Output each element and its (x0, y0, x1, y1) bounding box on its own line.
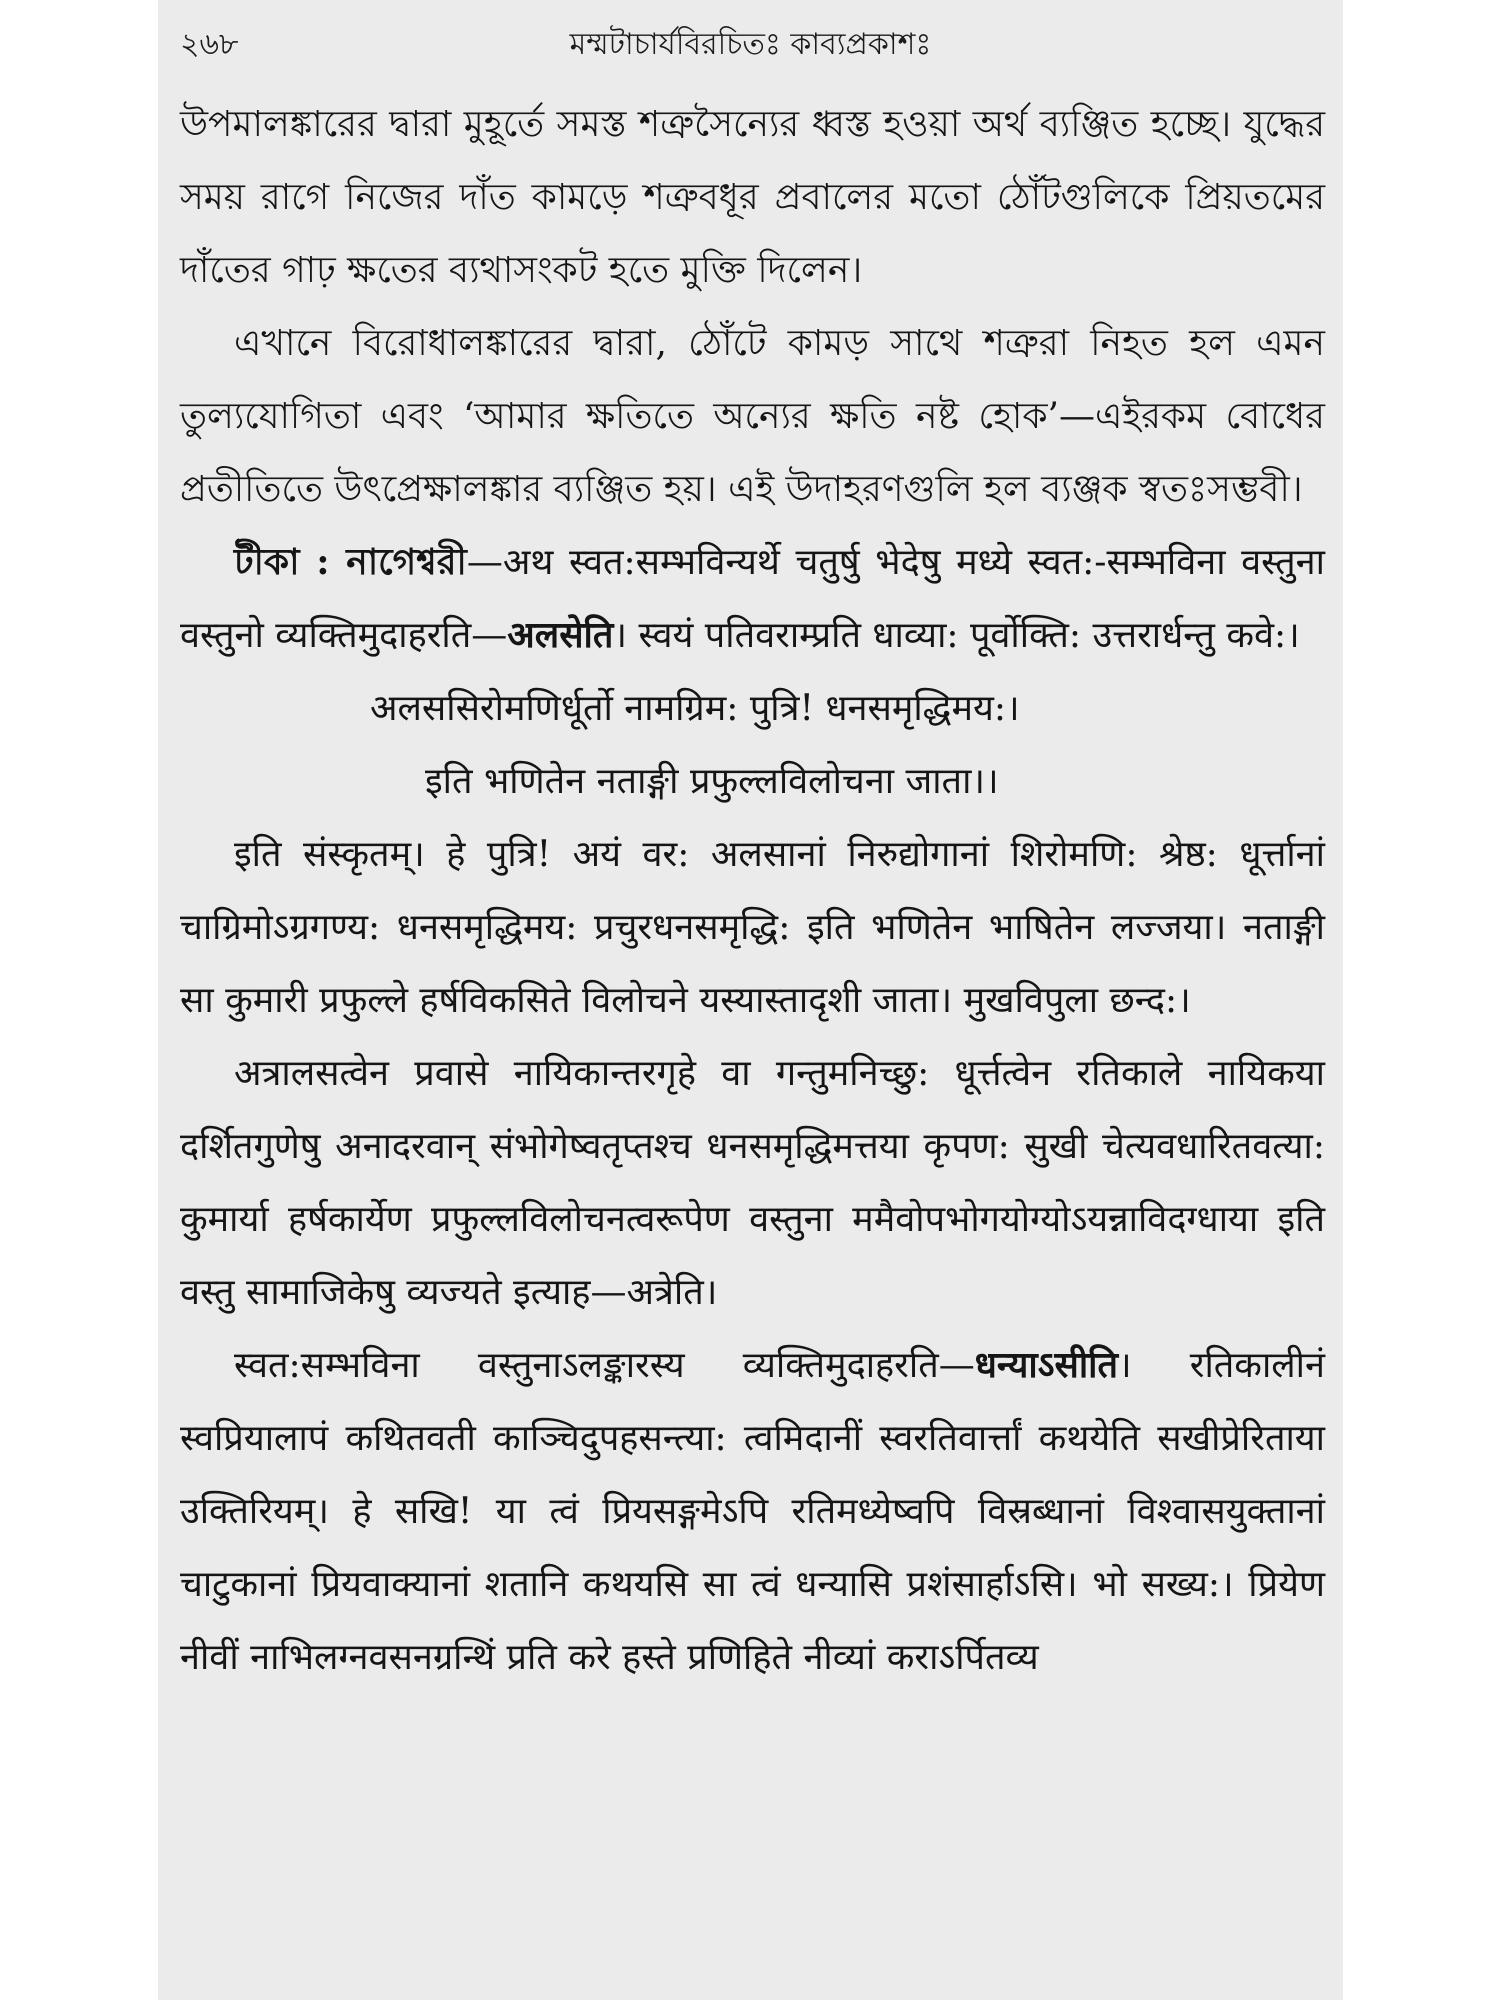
text-run: इति भणितेन नताङ्गी प्रफुल्लविलोचना जाता।। (425, 761, 999, 802)
verse-line-2 (180, 745, 1325, 818)
page-number: ২৬৮ (180, 27, 239, 62)
keyword: धन्याऽसीति (974, 1344, 1118, 1386)
running-title: মম্মটাচার্যবিরচিতঃ কাব্যপ্রকাশঃ (569, 27, 932, 62)
page-header (158, 0, 1343, 75)
paragraph-bengali-1 (180, 88, 1325, 307)
paragraph-bengali-2 (180, 307, 1325, 526)
keyword: अलसेति (507, 614, 614, 656)
paragraph-sanskrit-3 (180, 1329, 1325, 1694)
body-text (180, 88, 1325, 1694)
text-run: इति संस्कृतम्। हे पुत्रि! अयं वर: अलसानां निरुद्योगानां शिरोमणि: श्रेष्ठ: धूर्त्तानां चाग्रिमोऽग्रगण्य: धनसमृद्धिमय: प्रचुरधनसमृद्धि: इति भणितेन भाषितेन लज्जया। नताङ्गी सा कुमारी प्रफुल्ले हर्षविकसिते विलोचने यस्यास्तादृशी जाता। मुखविपुला छन्द:। (180, 834, 1325, 1021)
text-run: स्वत:सम्भविना वस्तुनाऽलङ्कारस्य व्यक्तिमुदाहरति— (234, 1345, 975, 1386)
text-run: । रतिकालीनं स्वप्रियालापं कथितवती काञ्चिदुपहसन्त्या: त्वमिदानीं स्वरतिवार्त्तां कथयेति सखीप्रेरिताया उक्तिरियम्। हे सखि! या त्वं प्रियसङ्गमेऽपि रतिमध्येष्वपि विस्रब्धानां विश्वासयुक्तानां चाटुकानां प्रियवाक्यानां शतानि कथयसि सा त्वं धन्यासि प्रशंसार्हाऽसि। भो सख्य:। प्रियेण नीवीं नाभिलग्नवसनग्रन्थिं प्रति करे हस्ते प्रणिहिते नीव्यां कराऽर्पितव्य (180, 1345, 1325, 1678)
text-run: উপমালঙ্কারের দ্বারা মুহূর্তে সমস্ত শত্রুসৈন্যের ধ্বস্ত হওয়া অর্থ ব্যঞ্জিত হচ্ছে। যুদ্ধের সময় রাগে নিজের দাঁত কামড়ে শত্রুবধূর প্রবালের মতো ঠোঁটগুলিকে প্রিয়তমের দাঁতের গাঢ় ক্ষতের ব্যথাসংকট হতে মুক্তি দিলেন। (180, 104, 1325, 291)
text-run: । स्वयं पतिवराम्प्रति धाव्या: पूर्वोक्ति: उत्तरार्धन्तु कवे:। (613, 615, 1300, 656)
paragraph-tika (180, 526, 1325, 672)
commentary-name: নাগেশ্বরী (346, 541, 467, 583)
book-page (158, 0, 1343, 2000)
commentary-label: টীকা : (234, 541, 347, 583)
paragraph-sanskrit-2 (180, 1037, 1325, 1329)
text-run: अलससिरोमणिर्धूर्तो नामग्रिम: पुत्रि! धनसमृद्धिमय:। (370, 688, 1020, 729)
text-run: —अथ स्वत:सम्भविन्यर्थे चतुर्षु भेदेषु मध्ये स्वत:-सम्भविना वस्तुना वस्तुनो व्यक्तिमुदाहरति— (180, 542, 1325, 656)
text-run: अत्रालसत्वेन प्रवासे नायिकान्तरगृहे वा गन्तुमनिच्छु: धूर्त्तत्वेन रतिकाले नायिकया दर्शितगुणेषु अनादरवान् संभोगेष्वतृप्तश्च धनसमृद्धिमत्तया कृपण: सुखी चेत्यवधारितवत्या: कुमार्या हर्षकार्येण प्रफुल्लविलोचनत्वरूपेण वस्तुना ममैवोपभोगयोग्योऽयन्नाविदग्धाया इति वस्तु सामाजिकेषु व्यज्यते इत्याह—अत्रेति। (180, 1053, 1325, 1313)
paragraph-sanskrit-1 (180, 818, 1325, 1037)
verse-line-1 (180, 672, 1325, 745)
text-run: এখানে বিরোধালঙ্কারের দ্বারা, ঠোঁটে কামড় সাথে শত্রুরা নিহত হল এমন তুল্যযোগিতা এবং ‘আমার ক্ষতিতে অন্যের ক্ষতি নষ্ট হোক’—এইরকম বোধের প্রতীতিতে উৎপ্রেক্ষালঙ্কার ব্যঞ্জিত হয়। এই উদাহরণগুলি হল ব্যঞ্জক স্বতঃসম্ভবী। (180, 323, 1325, 510)
